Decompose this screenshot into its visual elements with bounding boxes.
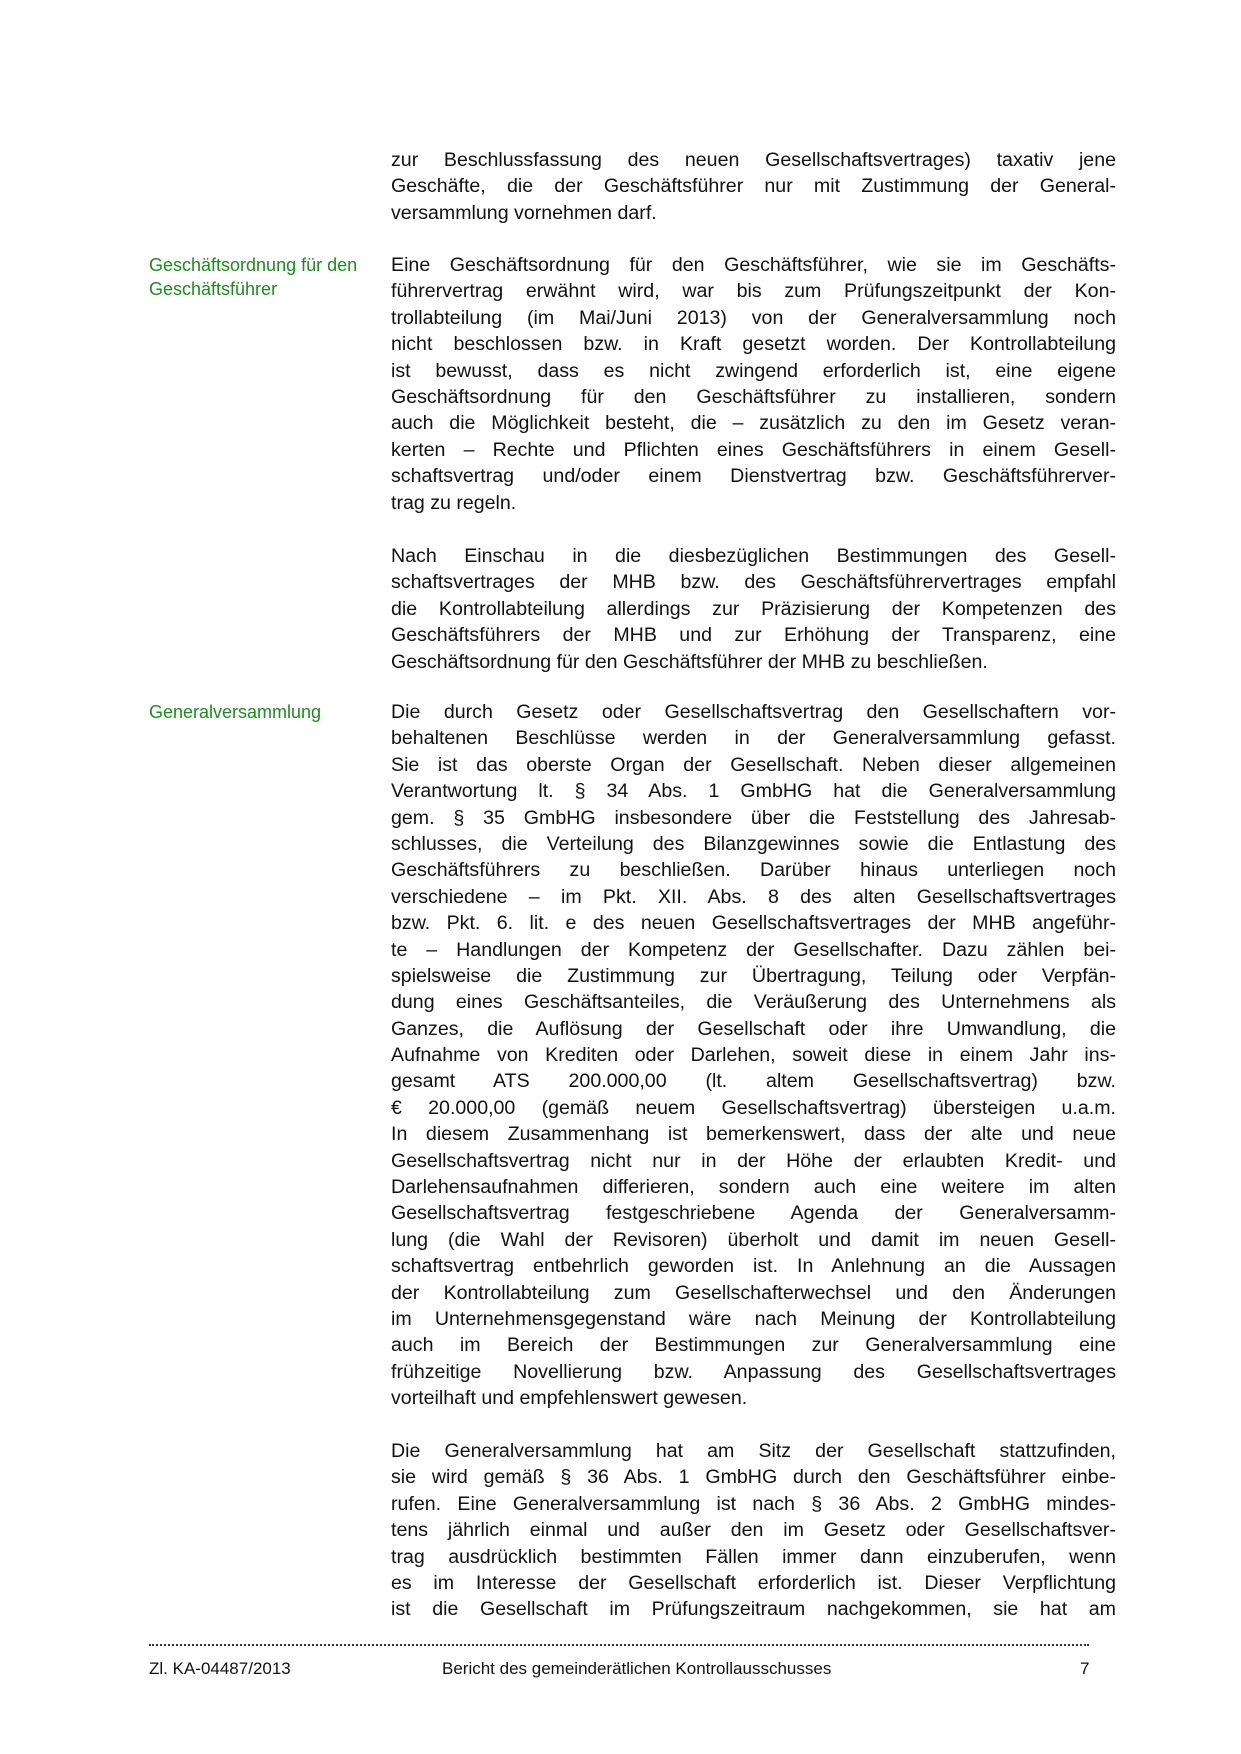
text-line: führervertrag erwähnt wird, war bis zum Prüfungszeitpunkt der Kon-: [391, 280, 1116, 303]
text-line: gesamt ATS 200.000,00 (lt. altem Gesellschaftsvertrag) bzw.: [391, 1070, 1116, 1093]
paragraph: [391, 699, 1116, 1412]
paragraph: [391, 147, 1116, 226]
footer-title: Bericht des gemeinderätlichen Kontrollausschusses: [442, 1659, 832, 1678]
text-line: die Kontrollabteilung allerdings zur Präzisierung der Kompetenzen des: [391, 597, 1116, 620]
text-line: Aufnahme von Krediten oder Darlehen, soweit diese in einem Jahr ins-: [391, 1044, 1116, 1067]
text-line: Eine Geschäftsordnung für den Geschäftsführer, wie sie im Geschäfts-: [391, 254, 1116, 276]
margin-heading-generalversammlung: Generalversammlung: [149, 702, 322, 722]
margin-heading-geschaeftsordnung: Geschäftsordnung für den Geschäftsführer: [149, 255, 358, 299]
footer-reference: Zl. KA-04487/2013: [149, 1659, 291, 1678]
text-line: schaftsvertrages der MHB bzw. des Geschäftsführervertrages empfahl: [391, 571, 1116, 594]
text-line: € 20.000,00 (gemäß neuem Gesellschaftsvertrag) übersteigen u.a.m.: [391, 1096, 1116, 1119]
text-line: dung eines Geschäftsanteiles, die Veräußerung des Unternehmens als: [391, 991, 1116, 1014]
text-line: nicht beschlossen bzw. in Kraft gesetzt worden. Der Kontrollabteilung: [391, 333, 1116, 356]
text-line: Geschäftsordnung für den Geschäftsführer der MHB zu beschließen.: [391, 650, 988, 673]
text-line: vorteilhaft und empfehlenswert gewesen.: [391, 1387, 748, 1410]
text-line: tens jährlich einmal und außer den im Gesetz oder Gesellschaftsver-: [391, 1519, 1116, 1542]
text-line: behaltenen Beschlüsse werden in der Generalversammlung gefasst.: [391, 727, 1116, 750]
text-line: Geschäftsführers zu beschließen. Darüber hinaus unterliegen noch: [391, 859, 1116, 882]
text-line: trag ausdrücklich bestimmten Fällen immer dann einzuberufen, wenn: [391, 1545, 1116, 1568]
paragraph: [391, 543, 1116, 675]
text-line: Sie ist das oberste Organ der Gesellschaft. Neben dieser allgemeinen: [391, 753, 1116, 776]
paragraph: [391, 1438, 1116, 1623]
text-line: spielsweise die Zustimmung zur Übertragung, Teilung oder Verpfän-: [391, 964, 1116, 987]
text-line: sie wird gemäß § 36 Abs. 1 GmbHG durch den Geschäftsführer einbe-: [391, 1466, 1116, 1489]
text-line: schaftsvertrag und/oder einem Dienstvertrag bzw. Geschäftsführerver-: [391, 465, 1116, 488]
text-line: rufen. Eine Generalversammlung ist nach § 36 Abs. 2 GmbHG mindes-: [391, 1492, 1116, 1515]
text-line: ist bewusst, dass es nicht zwingend erforderlich ist, eine eigene: [391, 359, 1116, 382]
text-line: Geschäfte, die der Geschäftsführer nur mit Zustimmung der General-: [391, 175, 1116, 198]
text-line: te – Handlungen der Kompetenz der Gesellschafter. Dazu zählen bei-: [391, 938, 1116, 961]
text-line: auch die Möglichkeit besteht, die – zusätzlich zu den im Gesetz veran-: [391, 412, 1116, 435]
text-line: Gesellschaftsvertrag festgeschriebene Agenda der Generalversamm-: [391, 1202, 1116, 1225]
text-line: trag zu regeln.: [391, 491, 517, 514]
text-line: ist die Gesellschaft im Prüfungszeitraum nachgekommen, sie hat am: [391, 1598, 1116, 1621]
text-line: auch im Bereich der Bestimmungen zur Generalversammlung eine: [391, 1334, 1116, 1357]
text-line: Verantwortung lt. § 34 Abs. 1 GmbHG hat die Generalversammlung: [391, 780, 1116, 803]
footer-divider: [149, 1644, 1089, 1646]
text-line: verschiedene – im Pkt. XII. Abs. 8 des alten Gesellschaftsvertrages: [391, 885, 1116, 908]
text-line: schaftsvertrag entbehrlich geworden ist. In Anlehnung an die Aussagen: [391, 1255, 1116, 1278]
text-line: zur Beschlussfassung des neuen Gesellschaftsvertrages) taxativ jene: [391, 149, 1116, 171]
text-line: In diesem Zusammenhang ist bemerkenswert, dass der alte und neue: [391, 1123, 1116, 1146]
text-line: im Unternehmensgegenstand wäre nach Meinung der Kontrollabteilung: [391, 1307, 1116, 1330]
page-number: 7: [1080, 1659, 1090, 1678]
text-line: gem. § 35 GmbHG insbesondere über die Feststellung des Jahresab-: [391, 806, 1116, 829]
text-line: Die durch Gesetz oder Gesellschaftsvertrag den Gesellschaftern vor-: [391, 701, 1116, 723]
text-line: lung (die Wahl der Revisoren) überholt und damit im neuen Gesell-: [391, 1228, 1116, 1251]
text-line: versammlung vornehmen darf.: [391, 201, 657, 224]
text-line: Geschäftsführers der MHB und zur Erhöhung der Transparenz, eine: [391, 624, 1116, 647]
text-line: bzw. Pkt. 6. lit. e des neuen Gesellschaftsvertrages der MHB angeführ-: [391, 912, 1116, 935]
text-line: der Kontrollabteilung zum Gesellschafterwechsel und den Änderungen: [391, 1281, 1116, 1304]
text-line: trollabteilung (im Mai/Juni 2013) von der Generalversammlung noch: [391, 306, 1116, 329]
text-line: Geschäftsordnung für den Geschäftsführer zu installieren, sondern: [391, 385, 1116, 408]
text-line: es im Interesse der Gesellschaft erforderlich ist. Dieser Verpflichtung: [391, 1571, 1116, 1594]
text-line: Die Generalversammlung hat am Sitz der Gesellschaft stattzufinden,: [391, 1440, 1116, 1462]
text-line: kerten – Rechte und Pflichten eines Geschäftsführers in einem Gesell-: [391, 438, 1116, 461]
text-line: schlusses, die Verteilung des Bilanzgewinnes sowie die Entlastung des: [391, 832, 1116, 855]
paragraph: [391, 252, 1116, 516]
text-line: frühzeitige Novellierung bzw. Anpassung des Gesellschaftsvertrages: [391, 1360, 1116, 1383]
text-line: Ganzes, die Auflösung der Gesellschaft oder ihre Umwandlung, die: [391, 1017, 1116, 1040]
text-line: Nach Einschau in die diesbezüglichen Bestimmungen des Gesell-: [391, 545, 1116, 567]
text-line: Gesellschaftsvertrag nicht nur in der Höhe der erlaubten Kredit- und: [391, 1149, 1116, 1172]
text-line: Darlehensaufnahmen differieren, sondern auch eine weitere im alten: [391, 1176, 1116, 1199]
